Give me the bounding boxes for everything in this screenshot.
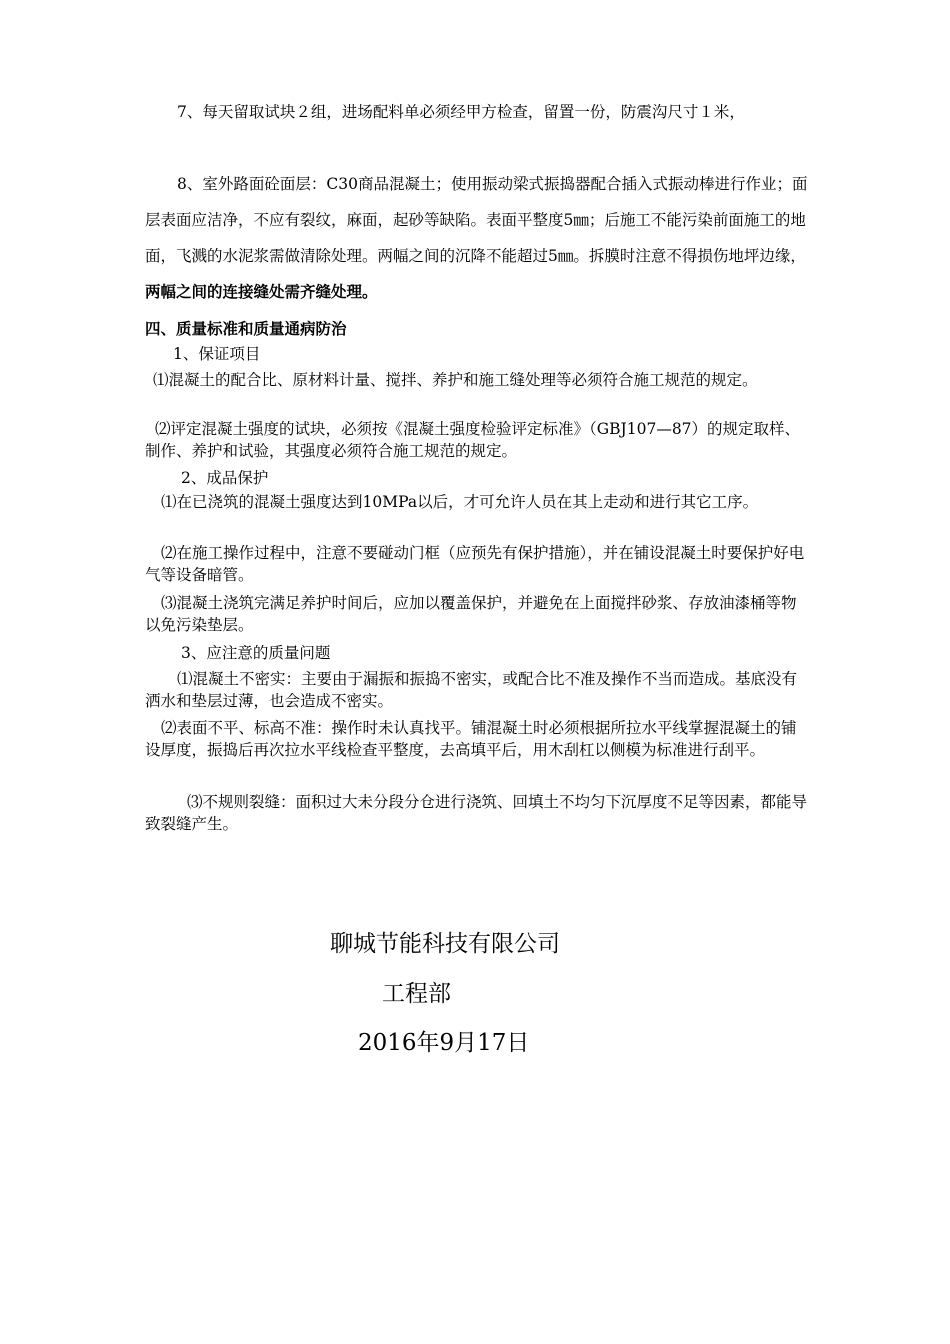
para-8-text: 8、室外路面砼面层：C30商品混凝土；使用振动梁式振捣器配合插入式振动棒进行作业；面层表面应洁净，不应有裂纹，麻面，起砂等缺陷。表面平整度5㎜；后施工不能污染前面施工的地面，飞溅的水泥浆需做清除处理。两幅之间的沉降不能超过5㎜。拆膜时注意不得损伤地坪边缘，: [145, 175, 808, 265]
para-7: 7、每天留取试块２组，进场配料单必须经甲方检查，留置一份，防震沟尺寸１米，: [177, 103, 745, 121]
para-8-bold-text: 两幅之间的连接缝处需齐缝处理。: [145, 282, 378, 301]
sub2-item-1: ⑴在已浇筑的混凝土强度达到10MPa以后，才可允许人员在其上走动和进行其它工序。: [161, 493, 759, 511]
signature-company: 聊城节能科技有限公司: [330, 931, 560, 957]
subheading-3: 3、应注意的质量问题: [181, 644, 331, 662]
sub1-item-2: ⑵评定混凝土强度的试块，必须按《混凝土强度检验评定标准》（GBJ107—87）的规定取样、制作、养护和试验，其强度必须符合施工规范的规定。: [145, 420, 801, 460]
sub1-item-1: ⑴混凝土的配合比、原材料计量、搅拌、养护和施工缝处理等必须符合施工规范的规定。: [153, 371, 758, 389]
subheading-2: 2、成品保护: [181, 469, 269, 487]
sub3-item-2: ⑵表面不平、标高不准：操作时未认真找平。铺混凝土时必须根据所拉水平线掌握混凝土的铺设厚度，振捣后再次拉水平线检查平整度，去高填平后，用木刮杠以侧模为标准进行刮平。: [145, 719, 797, 759]
section-heading-4: 四、质量标准和质量通病防治: [145, 319, 347, 338]
signature-date: 2016年9月17日: [358, 1030, 530, 1056]
signature-department: 工程部: [382, 981, 451, 1007]
para-8: [145, 166, 810, 310]
subheading-1: 1、保证项目: [173, 345, 261, 363]
sub3-item-3: ⑶不规则裂缝：面积过大未分段分仓进行浇筑、回填土不均匀下沉厚度不足等因素，都能导致裂缝产生。: [145, 793, 808, 833]
sub3-item-1: ⑴混凝土不密实：主要由于漏振和振捣不密实，或配合比不准及操作不当而造成。基底没有洒水和垫层过薄，也会造成不密实。: [145, 670, 798, 710]
sub2-item-3: ⑶混凝土浇筑完满足养护时间后，应加以覆盖保护，并避免在上面搅拌砂浆、存放油漆桶等物以免污染垫层。: [145, 594, 797, 634]
sub2-item-2: ⑵在施工操作过程中，注意不要碰动门框（应预先有保护措施），并在铺设混凝土时要保护好电气等设备暗管。: [145, 544, 805, 584]
